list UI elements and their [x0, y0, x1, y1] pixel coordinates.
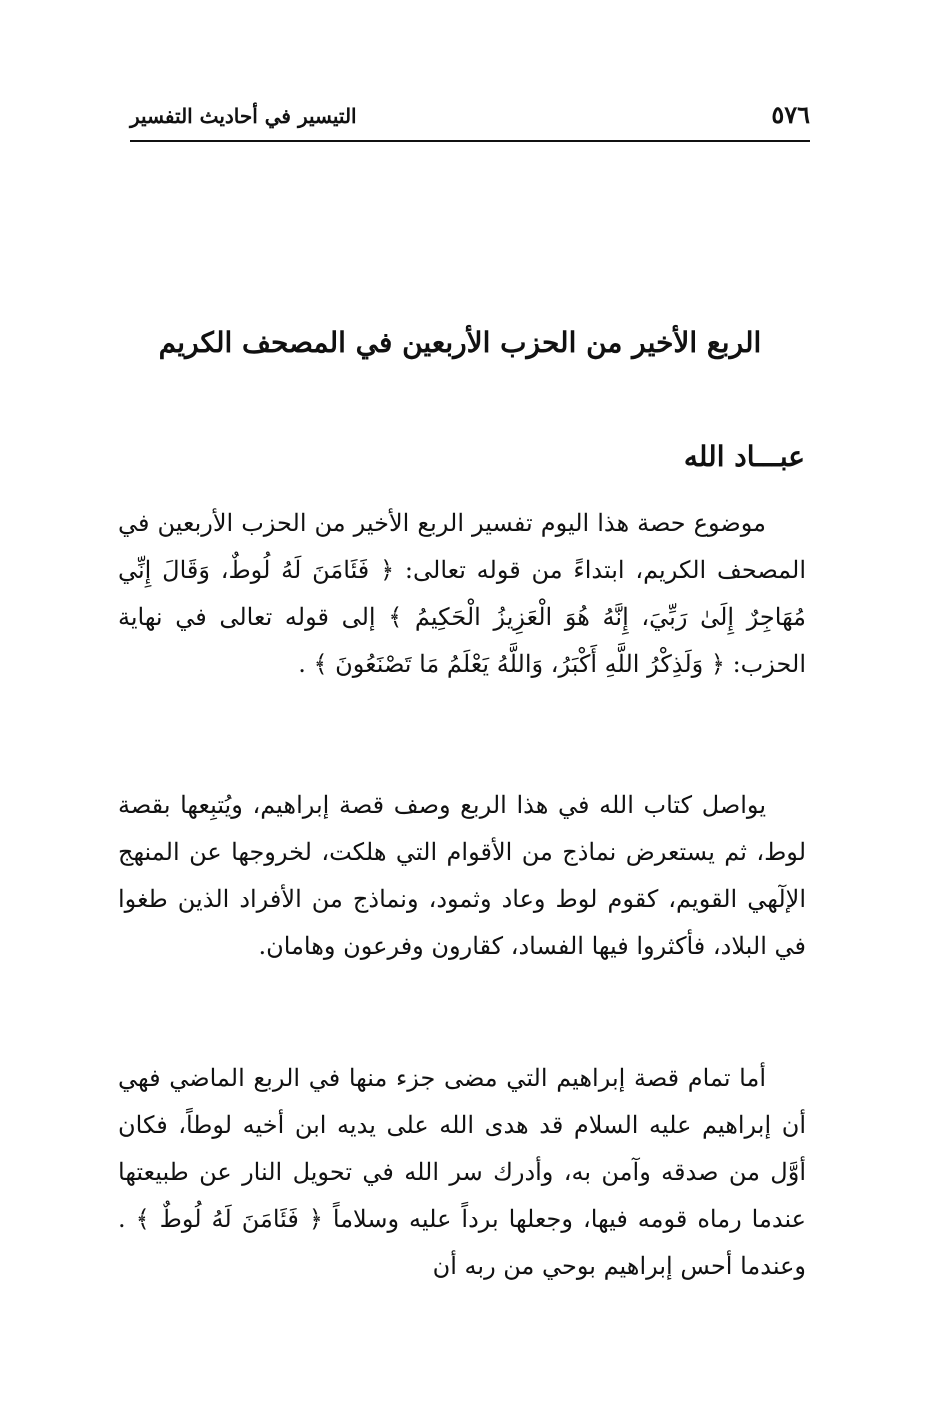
running-header	[130, 100, 810, 140]
page-number: ٥٧٦	[771, 100, 810, 129]
paragraph-text: موضوع حصة هذا اليوم تفسير الربع الأخير من الحزب الأربعين في المصحف الكريم، ابتداءً من قوله تعالى: ﴿ فَئَامَنَ لَهُ لُوطٌ، وَقَالَ إِنِّي مُهَاجِرٌ إِلَىٰ رَبِّيَ، إِنَّهُ هُوَ الْعَزِيزُ الْحَكِيمُ ﴾ إلى قوله تعالى في نهاية الحزب: ﴿ وَلَذِكْرُ اللَّهِ أَكْبَرُ، وَاللَّهُ يَعْلَمُ مَا تَصْنَعُونَ ﴾ .	[118, 509, 806, 678]
section-heading: عبـــاد الله	[683, 440, 805, 473]
paragraph-text: يواصل كتاب الله في هذا الربع وصف قصة إبراهيم، ويُتبِعها بقصة لوط، ثم يستعرض نماذج من الأقوام التي هلكت، لخروجها عن المنهج الإلٓهي القويم، كقوم لوط وعاد وثمود، ونماذج من الأفراد الذين طغوا في البلاد، فأكثروا فيها الفساد، كقارون وفرعون وهامان.	[118, 791, 806, 960]
header-rule	[130, 140, 810, 142]
chapter-title: الربع الأخير من الحزب الأربعين في المصحف الكريم	[158, 326, 762, 359]
paragraph-1	[118, 500, 806, 688]
paragraph-3	[118, 1055, 806, 1290]
paragraph-text: أما تمام قصة إبراهيم التي مضى جزء منها في الربع الماضي فهي أن إبراهيم عليه السلام قد هدى الله على يديه ابن أخيه لوطاً، فكان أوَّل من صدقه وآمن به، وأدرك سر الله في تحويل النار عن طبيعتها عندما رماه قومه فيها، وجعلها برداً عليه وسلاماً ﴿ فَئَامَنَ لَهُ لُوطٌ ﴾ . وعندما أحس إبراهيم بوحي من ربه أن	[118, 1064, 807, 1280]
running-title: التيسير في أحاديث التفسير	[130, 104, 357, 128]
paragraph-2	[118, 782, 806, 970]
